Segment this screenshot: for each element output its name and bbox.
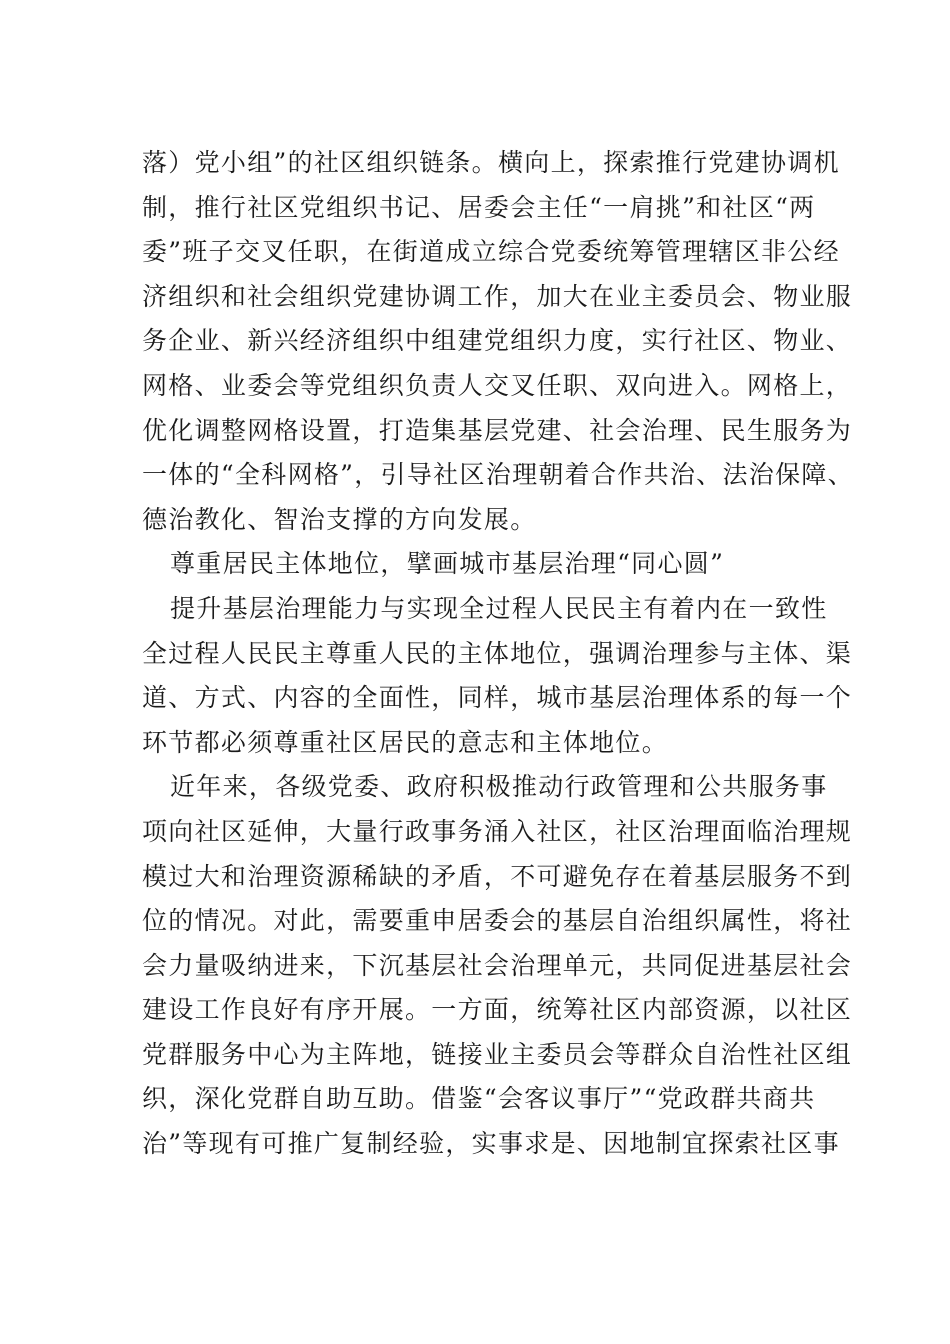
text-line: 模过大和治理资源稀缺的矛盾，不可避免存在着基层服务不到 (142, 861, 853, 891)
text-line: 网格、业委会等党组织负责人交叉任职、双向进入。网格上， (142, 370, 853, 400)
text-line: 一体的“全科网格”，引导社区治理朝着合作共治、法治保障、 (142, 460, 854, 490)
text-line: 会力量吸纳进来，下沉基层社会治理单元，共同促进基层社会 (142, 950, 853, 980)
text-line: 落）党小组”的社区组织链条。横向上，探索推行党建协调机 (142, 148, 840, 177)
body-text (142, 141, 854, 1167)
text-line: 建设工作良好有序开展。一方面，统筹社区内部资源，以社区 (142, 995, 853, 1025)
text-line: 道、方式、内容的全面性，同样，城市基层治理体系的每一个 (142, 683, 853, 713)
text-line: 织，深化党群自助互助。借鉴“会客议事厅”“党政群共商共 (142, 1084, 816, 1114)
text-line: 党群服务中心为主阵地，链接业主委员会等群众自治性社区组 (142, 1039, 853, 1069)
text-line: 环节都必须尊重社区居民的意志和主体地位。 (142, 727, 669, 757)
text-line: 尊重居民主体地位，擘画城市基层治理“同心圆” (170, 549, 725, 579)
text-line: 位的情况。对此，需要重申居委会的基层自治组织属性，将社 (142, 906, 853, 936)
text-line: 近年来，各级党委、政府积极推动行政管理和公共服务事 (170, 772, 828, 802)
text-line: 德治教化、智治支撑的方向发展。 (142, 504, 537, 534)
text-line: 济组织和社会组织党建协调工作，加大在业主委员会、物业服 (142, 281, 853, 311)
text-line: 治”等现有可推广复制经验，实事求是、因地制宜探索社区事 (142, 1129, 840, 1159)
text-line: 委”班子交叉任职，在街道成立综合党委统筹管理辖区非公经 (142, 237, 840, 267)
text-line: 制，推行社区党组织书记、居委会主任“一肩挑”和社区“两 (142, 192, 816, 222)
text-line: 优化调整网格设置，打造集基层党建、社会治理、民生服务为 (142, 415, 853, 445)
text-line: 项向社区延伸，大量行政事务涌入社区，社区治理面临治理规 (142, 816, 853, 846)
text-line: 全过程人民民主尊重人民的主体地位，强调治理参与主体、渠 (142, 638, 853, 668)
text-line: 务企业、新兴经济组织中组建党组织力度，实行社区、物业、 (142, 326, 853, 356)
text-line: 提升基层治理能力与实现全过程人民民主有着内在一致性 (170, 593, 828, 623)
